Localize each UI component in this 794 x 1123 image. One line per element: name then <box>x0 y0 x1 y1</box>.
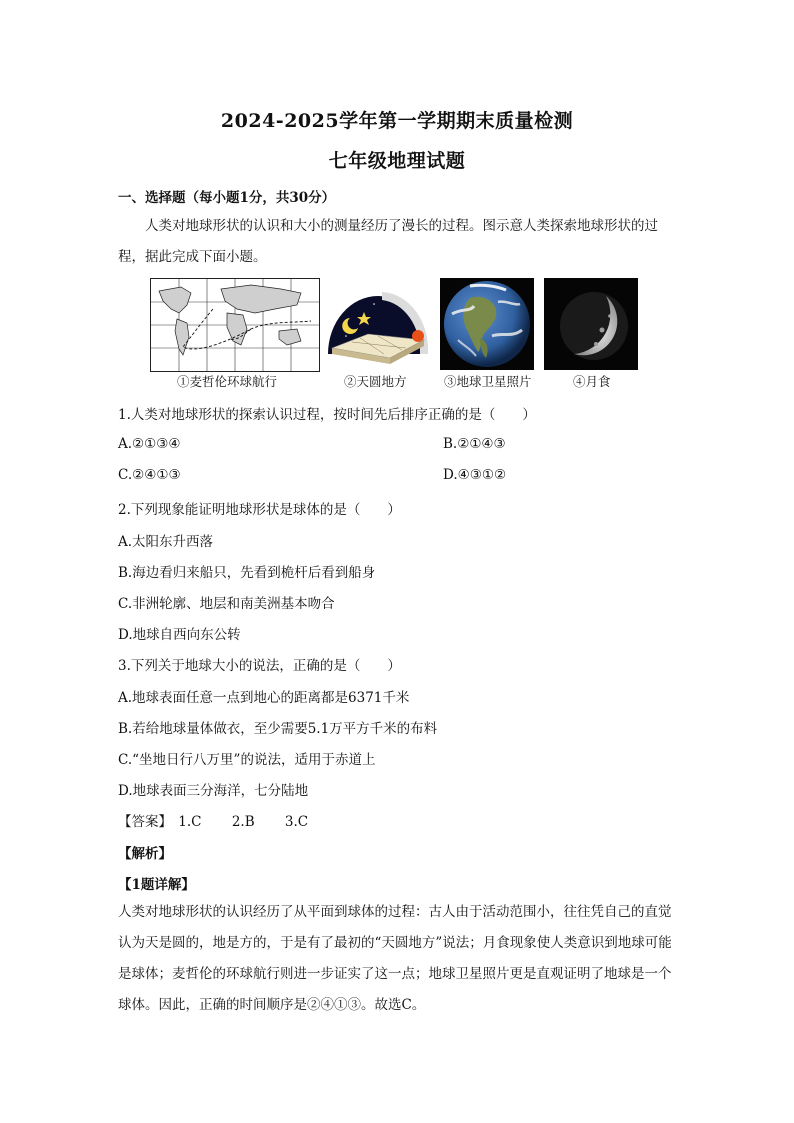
answer-label: 【答案】 <box>118 814 172 830</box>
figure-row <box>150 278 640 370</box>
lunar-eclipse-icon <box>544 278 638 370</box>
exam-title: 2024-2025学年第一学期期末质量检测 <box>220 110 574 132</box>
detail-paragraph: 人类对地球形状的认识经历了从平面到球体的过程：古人由于活动范围小，往往凭自己的直觉认为天是圆的，地是方的，于是有了最初的“天圆地方”说法；月食现象使人类意识到地球可能是球体；麦哲伦的环球航行则进一步证实了这一点；地球卫星照片更是直观证明了地球是一个球体。因此，正确的时间顺序是②④①③。故选C。 <box>118 904 672 1013</box>
question-1-option-c: C.②④①③ <box>118 467 181 483</box>
analysis-label: 【解析】 <box>118 846 172 862</box>
question-2-option-c: C.非洲轮廓、地层和南美洲基本吻合 <box>118 596 335 612</box>
figure-caption-4: ④月食 <box>573 374 611 389</box>
question-3-stem: 3.下列关于地球大小的说法，正确的是（ ） <box>118 658 401 674</box>
question-3-option-a: A.地球表面任意一点到地心的距离都是6371千米 <box>118 690 410 706</box>
question-1-stem: 1.人类对地球形状的探索认识过程，按时间先后排序正确的是（ ） <box>118 407 536 423</box>
question-3-option-c: C.“坐地日行八万里”的说法，适用于赤道上 <box>118 752 376 768</box>
figure-caption-1: ①麦哲伦环球航行 <box>177 374 278 389</box>
section-heading: 一、选择题（每小题1分，共30分） <box>118 190 336 206</box>
question-3-option-d: D.地球表面三分海洋，七分陆地 <box>118 783 309 799</box>
world-map-route-icon <box>150 278 320 372</box>
answer-item-1: 1.C <box>178 814 202 830</box>
earth-satellite-photo-icon <box>440 278 534 370</box>
question-1-option-d: D.④③①② <box>443 467 507 483</box>
question-2-option-a: A.太阳东升西落 <box>118 534 214 550</box>
dome-sky-square-earth-icon <box>322 278 434 370</box>
question-2-option-d: D.地球自西向东公转 <box>118 627 241 643</box>
question-1-option-a: A.②①③④ <box>118 436 181 452</box>
answer-item-3: 3.C <box>284 814 309 830</box>
question-1-option-b: B.②①④③ <box>443 436 506 452</box>
answer-row <box>118 810 308 830</box>
question-2-stem: 2.下列现象能证明地球形状是球体的是（ ） <box>118 502 401 518</box>
figure-caption-2: ②天圆地方 <box>344 374 407 389</box>
question-2-option-b: B.海边看归来船只，先看到桅杆后看到船身 <box>118 565 376 581</box>
figure-caption-3: ③地球卫星照片 <box>444 374 532 389</box>
detail-label: 【1题详解】 <box>118 877 195 893</box>
intro-paragraph: 人类对地球形状的认识和大小的测量经历了漫长的过程。图示意人类探索地球形状的过程，据此完成下面小题。 <box>118 218 658 265</box>
question-3-option-b: B.若给地球量体做衣，至少需要5.1万平方千米的布料 <box>118 721 438 737</box>
exam-subtitle: 七年级地理试题 <box>328 150 466 172</box>
answer-item-2: 2.B <box>231 814 255 830</box>
